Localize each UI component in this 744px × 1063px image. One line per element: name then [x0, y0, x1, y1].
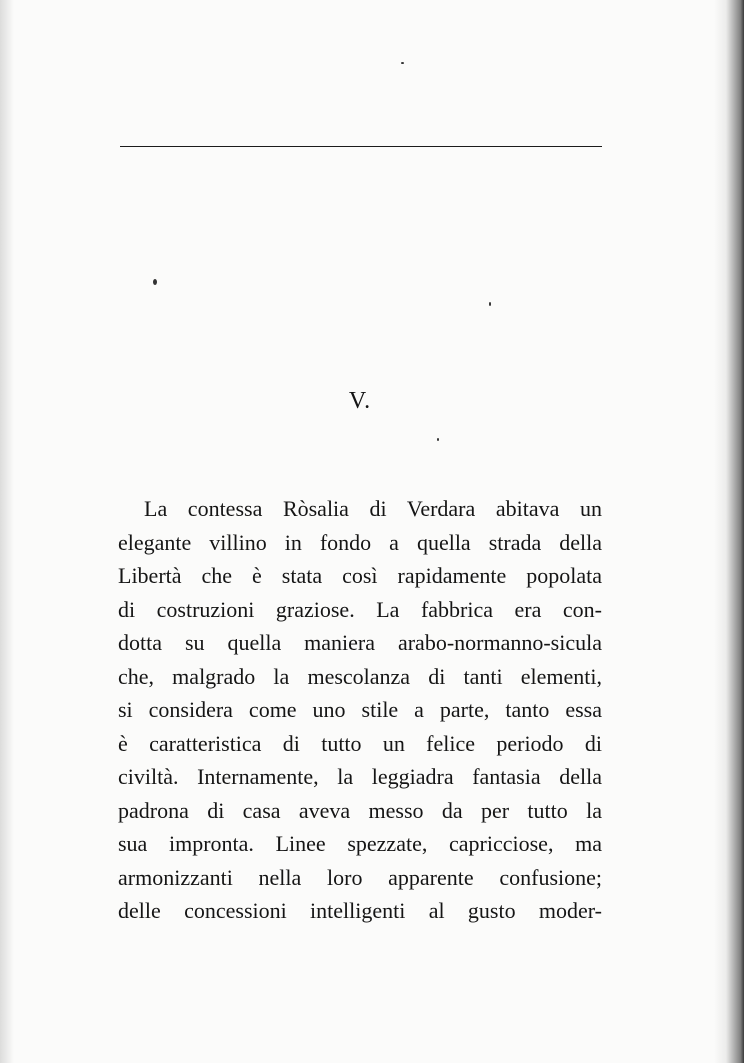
text-line: La contessa Ròsalia di Verdara abitava un	[144, 496, 602, 521]
paragraph	[118, 492, 602, 928]
text-line: sua impronta. Linee spezzate, capricciose, ma	[118, 831, 602, 856]
text-line: si considera come uno stile a parte, tanto essa	[118, 697, 602, 722]
text-line: che, malgrado la mescolanza di tanti elementi,	[118, 663, 602, 689]
chapter-heading: V.	[348, 388, 372, 414]
text-line: è caratteristica di tutto un felice periodo di	[118, 730, 602, 756]
text-line: elegante villino in fondo a quella strada della	[118, 529, 602, 555]
page-left-shadow	[0, 0, 14, 1063]
text-line: armonizzanti nella loro apparente confusione;	[118, 864, 602, 890]
ink-speck	[401, 62, 404, 64]
page-binding-shadow	[714, 0, 744, 1063]
text-line: di costruzioni graziose. La fabbrica era con-	[118, 596, 602, 622]
text-line: Libertà che è stata così rapidamente popolata	[118, 563, 602, 588]
text-line: padrona di casa aveva messo da per tutto la	[118, 797, 602, 823]
text-line: dotta su quella maniera arabo-normanno-sicula	[118, 630, 602, 655]
ink-speck	[437, 438, 439, 441]
ink-speck	[489, 302, 491, 306]
text-line: delle concessioni intelligenti al gusto moder-	[118, 898, 602, 923]
header-rule	[120, 146, 602, 147]
text-line: civiltà. Internamente, la leggiadra fantasia della	[118, 764, 602, 789]
ink-speck	[153, 279, 157, 285]
